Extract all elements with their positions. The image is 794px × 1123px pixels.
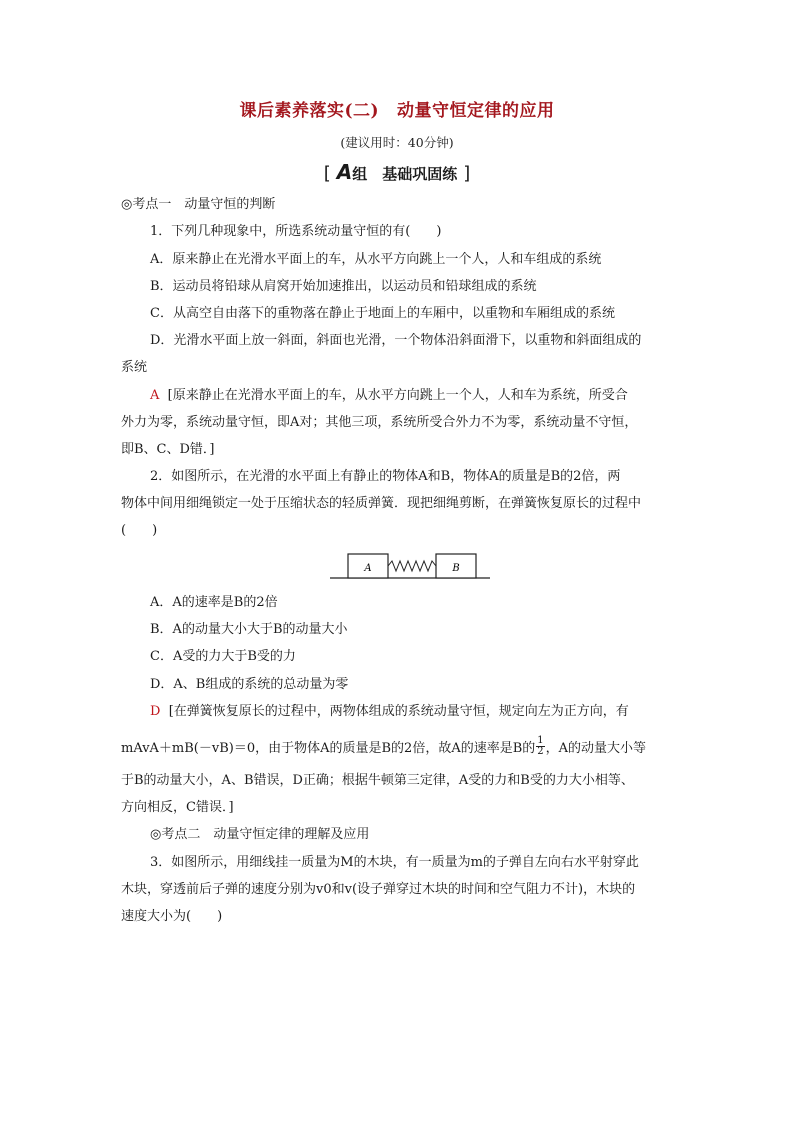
fraction-one-half [536, 736, 544, 757]
title-part1: 课后素养落实(二) [239, 101, 380, 121]
question-stem-line: 速度大小为( ) [121, 909, 223, 924]
answer-explanation [150, 389, 710, 402]
option-b: B．运动员将铅球从肩窝开始加速推出，以运动员和铅球组成的系统 [150, 279, 537, 294]
group-header [0, 160, 794, 184]
question-stem: 3．如图所示，用细线挂一质量为M的木块，有一质量为m的子弹自左向右水平射穿此 [150, 855, 639, 870]
explanation-equation-line [121, 735, 681, 759]
option-d: D．A、B组成的系统的总动量为零 [150, 677, 349, 692]
left-bracket: [ [323, 163, 331, 184]
group-letter: A [336, 160, 353, 184]
question-stem: 1．下列几种现象中，所选系统动量守恒的有( ) [150, 224, 442, 239]
answer-explanation [150, 705, 710, 718]
option-a: A．原来静止在光滑水平面上的车，从水平方向跳上一个人，人和车组成的系统 [150, 252, 602, 267]
question-stem-line: 物体中间用细绳锁定一处于压缩状态的轻质弹簧．现把细绳剪断，在弹簧恢复原长的过程中 [121, 496, 642, 511]
spring-blocks-diagram [330, 550, 490, 582]
answer-letter: D [150, 704, 161, 719]
explanation-line: 方向相反，C错误．] [121, 800, 234, 815]
option-a: A．A的速率是B的2倍 [150, 595, 278, 610]
title-part2: 动量守恒定律的应用 [397, 101, 555, 121]
option-c: C．A受的力大于B受的力 [150, 649, 296, 664]
right-bracket: ] [463, 163, 471, 184]
option-d-continued: 系统 [121, 360, 148, 375]
section-label: ◎考点二 动量守恒定律的理解及应用 [150, 827, 370, 842]
explanation-line: 即B、C、D错．] [121, 442, 215, 457]
answer-letter: A [150, 388, 160, 403]
explanation-line: 于B的动量大小，A、B错误，D正确；根据牛顿第三定律，A受的力和B受的力大小相等、 [121, 773, 634, 788]
option-d: D．光滑水平面上放一斜面，斜面也光滑，一个物体沿斜面滑下，以重物和斜面组成的 [150, 333, 642, 348]
spring [388, 561, 436, 571]
answer-brackets: ( ) [121, 523, 158, 538]
group-text: 组 基础巩固练 [352, 165, 458, 183]
block-b-label: B [452, 563, 460, 574]
suggested-time: (建议用时：40分钟) [340, 135, 454, 150]
option-b: B．A的动量大小大于B的动量大小 [150, 622, 348, 637]
section-label: ◎考点一 动量守恒的判断 [121, 197, 276, 212]
option-c: C．从高空自由落下的重物落在静止于地面上的车厢中，以重物和车厢组成的系统 [150, 306, 615, 321]
equation-text-tail: ，A的动量大小等 [545, 741, 647, 756]
explanation-line: 外力为零，系统动量守恒，即A对；其他三项，系统所受合外力不为零，系统动量不守恒， [121, 415, 638, 430]
block-a-label: A [364, 563, 372, 574]
fraction-denominator: 2 [537, 746, 544, 757]
explanation-text: [在弹簧恢复原长的过程中，两物体组成的系统动量守恒，规定向左为正方向，有 [168, 704, 629, 719]
equation-text: mAvA＋mB(－vB)＝0，由于物体A的质量是B的2倍，故A的速率是B的 [121, 741, 536, 756]
explanation-text: [原来静止在光滑水平面上的车，从水平方向跳上一个人，人和车为系统，所受合 [167, 388, 628, 403]
page-title [0, 96, 794, 121]
question-stem-line: 木块，穿透前后子弹的速度分别为v0和v(设子弹穿过木块的时间和空气阻力不计)，木块的 [121, 882, 636, 897]
fraction-numerator: 1 [537, 735, 544, 746]
question-stem: 2．如图所示，在光滑的水平面上有静止的物体A和B，物体A的质量是B的2倍，两 [150, 469, 621, 484]
